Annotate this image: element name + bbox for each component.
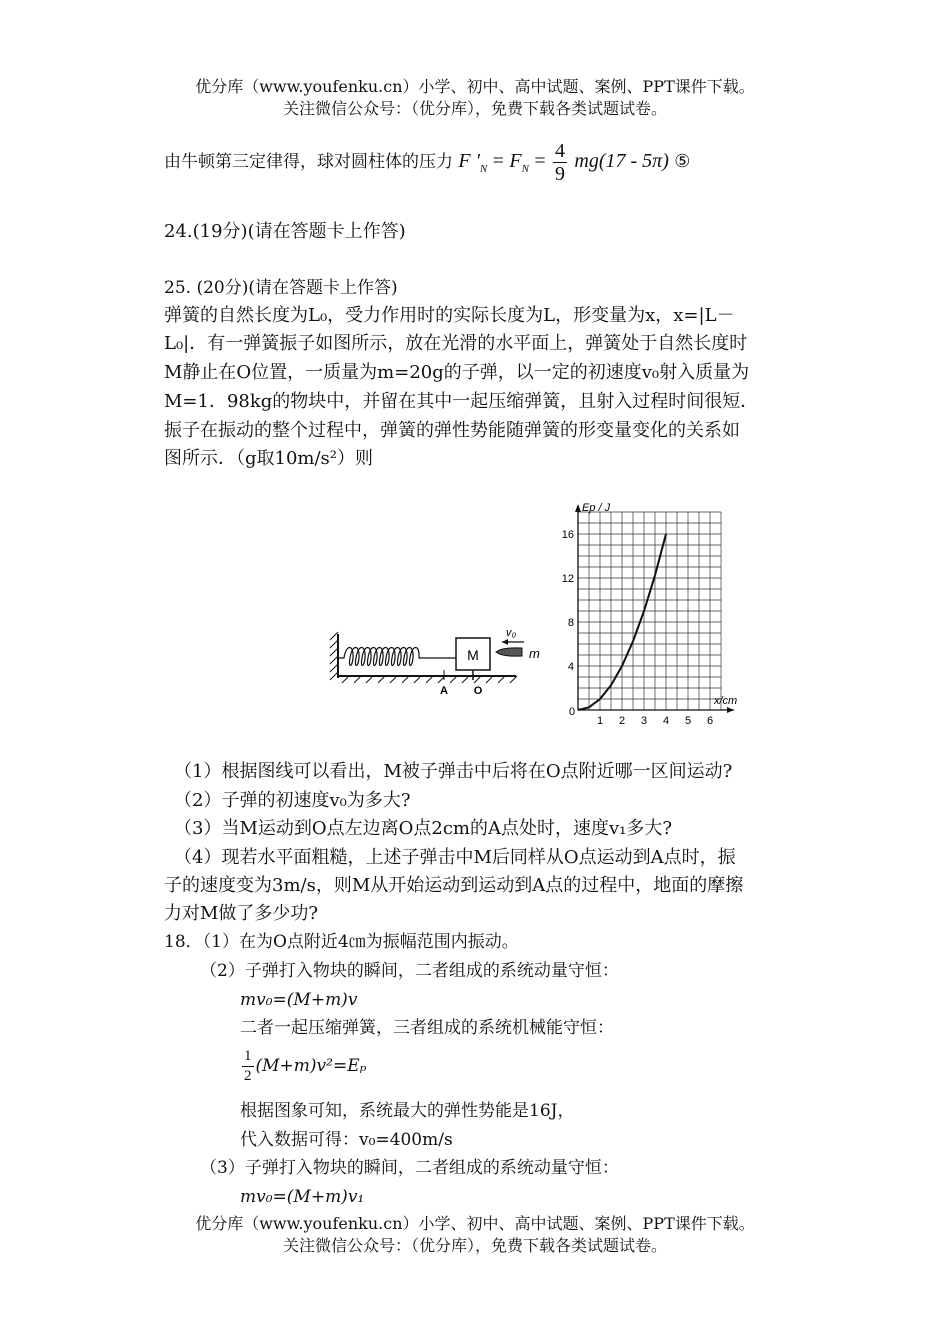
velocity-label: v₀ bbox=[506, 627, 517, 639]
point-a-label: A bbox=[440, 685, 448, 697]
y-axis-label: Ep / J bbox=[582, 502, 611, 514]
answer-3-equation-1: mv₀=(M+m)v₁ bbox=[240, 1187, 365, 1207]
velocity-arrowhead bbox=[502, 639, 508, 645]
question-item: （3）当M运动到O点左边离O点2cm的A点处时，速度v₁多大? bbox=[174, 818, 673, 839]
answer-2-note: 根据图象可知，系统最大的弹性势能是16J， bbox=[240, 1101, 575, 1121]
question-24: 24.(19分)(请在答题卡上作答) bbox=[164, 221, 406, 242]
origin-label: 0 bbox=[569, 706, 576, 718]
newton-mid: $F_N$ bbox=[509, 150, 529, 175]
header-line-2: 关注微信公众号：（优分库），免费下载各类试题试卷。 bbox=[282, 99, 667, 118]
answer-2-equation-1: mv₀=(M+m)v bbox=[240, 990, 358, 1010]
question-item: （1）根据图线可以看出，M被子弹击中后将在O点附近哪一区间运动? bbox=[174, 761, 733, 782]
y-tick-label: 4 bbox=[567, 661, 574, 673]
footer-line-1: 优分库（www.youfenku.cn）小学、初中、高中试题、案例、PPT课件下载。 bbox=[195, 1214, 755, 1233]
answer-2-text: 二者一起压缩弹簧，三者组成的系统机械能守恒： bbox=[240, 1018, 614, 1038]
question-item: 子的速度变为3m/s，则M从开始运动到运动到A点的过程中，地面的摩擦 bbox=[164, 875, 744, 896]
q25-paragraph-line: 图所示．（g取10m/s²）则 bbox=[164, 448, 374, 469]
q25-paragraph-line: 弹簧的自然长度为L₀，受力作用时的实际长度为L，形变量为x，x=|L－ bbox=[164, 305, 735, 326]
x-tick-label: 6 bbox=[706, 715, 714, 727]
answer-2-result: 代入数据可得：v₀=400m/s bbox=[240, 1130, 453, 1150]
y-tick-label: 12 bbox=[561, 573, 574, 585]
newton-eq1: = bbox=[492, 150, 504, 172]
answer-2-title: （2）子弹打入物块的瞬间，二者组成的系统动量守恒： bbox=[200, 961, 619, 981]
x-tick-label: 2 bbox=[618, 715, 626, 727]
answer-1: 18．（1）在为O点附近4㎝为振幅范围内振动。 bbox=[164, 932, 519, 952]
question-item: 力对M做了多少功? bbox=[164, 903, 319, 924]
spring-oscillator-figure bbox=[326, 620, 556, 700]
question-item: （4）现若水平面粗糙，上述子弹击中M后同样从O点运动到A点时，振 bbox=[174, 847, 736, 868]
spring bbox=[338, 648, 456, 666]
chart-grid bbox=[578, 512, 721, 710]
question-25-title: 25. (20分)(请在答题卡上作答) bbox=[164, 278, 398, 298]
q25-paragraph-line: 振子在振动的整个过程中，弹簧的弹性势能随弹簧的形变量变化的关系如 bbox=[164, 420, 740, 441]
newton-lhs: F '$_N$ bbox=[458, 150, 488, 175]
wall-hatching bbox=[330, 632, 338, 680]
newton-text: 由牛顿第三定律得，球对圆柱体的压力 bbox=[164, 152, 453, 172]
q25-paragraph-line: M=1．98kg的物块中，并留在其中一起压缩弹簧，且射入过程时间很短． bbox=[164, 391, 759, 412]
point-o-label: O bbox=[473, 685, 483, 697]
floor-hatching bbox=[342, 676, 517, 683]
header-line-1: 优分库（www.youfenku.cn）小学、初中、高中试题、案例、PPT课件下载。 bbox=[195, 77, 755, 96]
block-label: M bbox=[467, 647, 479, 663]
newton-eq2: = bbox=[534, 150, 546, 172]
newton-tail: mg(17 - 5π) bbox=[574, 150, 669, 172]
x-tick-label: 1 bbox=[596, 715, 604, 727]
q25-paragraph-line: L₀|．有一弹簧振子如图所示，放在光滑的水平面上，弹簧处于自然长度时 bbox=[164, 333, 748, 354]
x-tick-label: 4 bbox=[662, 715, 670, 727]
circled-five-mark: ⑤ bbox=[674, 151, 691, 172]
newton-line bbox=[164, 140, 690, 189]
x-tick-label: 3 bbox=[640, 715, 648, 727]
bullet bbox=[496, 648, 522, 656]
x-tick-label: 5 bbox=[684, 715, 692, 727]
y-tick-label: 8 bbox=[567, 617, 574, 629]
bullet-label: m bbox=[529, 646, 540, 661]
newton-fraction: $\frac{4}{9}$ bbox=[555, 140, 565, 185]
y-tick-label: 16 bbox=[561, 529, 574, 541]
half-fraction: $\frac{1}{2}$ bbox=[244, 1048, 252, 1084]
footer-line-2: 关注微信公众号：（优分库），免费下载各类试题试卷。 bbox=[282, 1236, 667, 1255]
question-item: （2）子弹的初速度v₀为多大? bbox=[174, 790, 411, 811]
answer-2-equation-2: (M+m)v²=Eₚ bbox=[255, 1056, 367, 1076]
answer-3-title: （3）子弹打入物块的瞬间，二者组成的系统动量守恒： bbox=[200, 1158, 619, 1178]
y-axis-arrowhead bbox=[575, 504, 581, 512]
energy-deformation-chart bbox=[560, 494, 750, 730]
answer-2-energy-line bbox=[240, 1046, 366, 1086]
x-axis-label: x/cm bbox=[714, 695, 738, 707]
q25-paragraph-line: M静止在O位置，一质量为m=20g的子弹，以一定的初速度v₀射入质量为 bbox=[164, 362, 750, 383]
x-axis-arrowhead bbox=[727, 707, 734, 713]
